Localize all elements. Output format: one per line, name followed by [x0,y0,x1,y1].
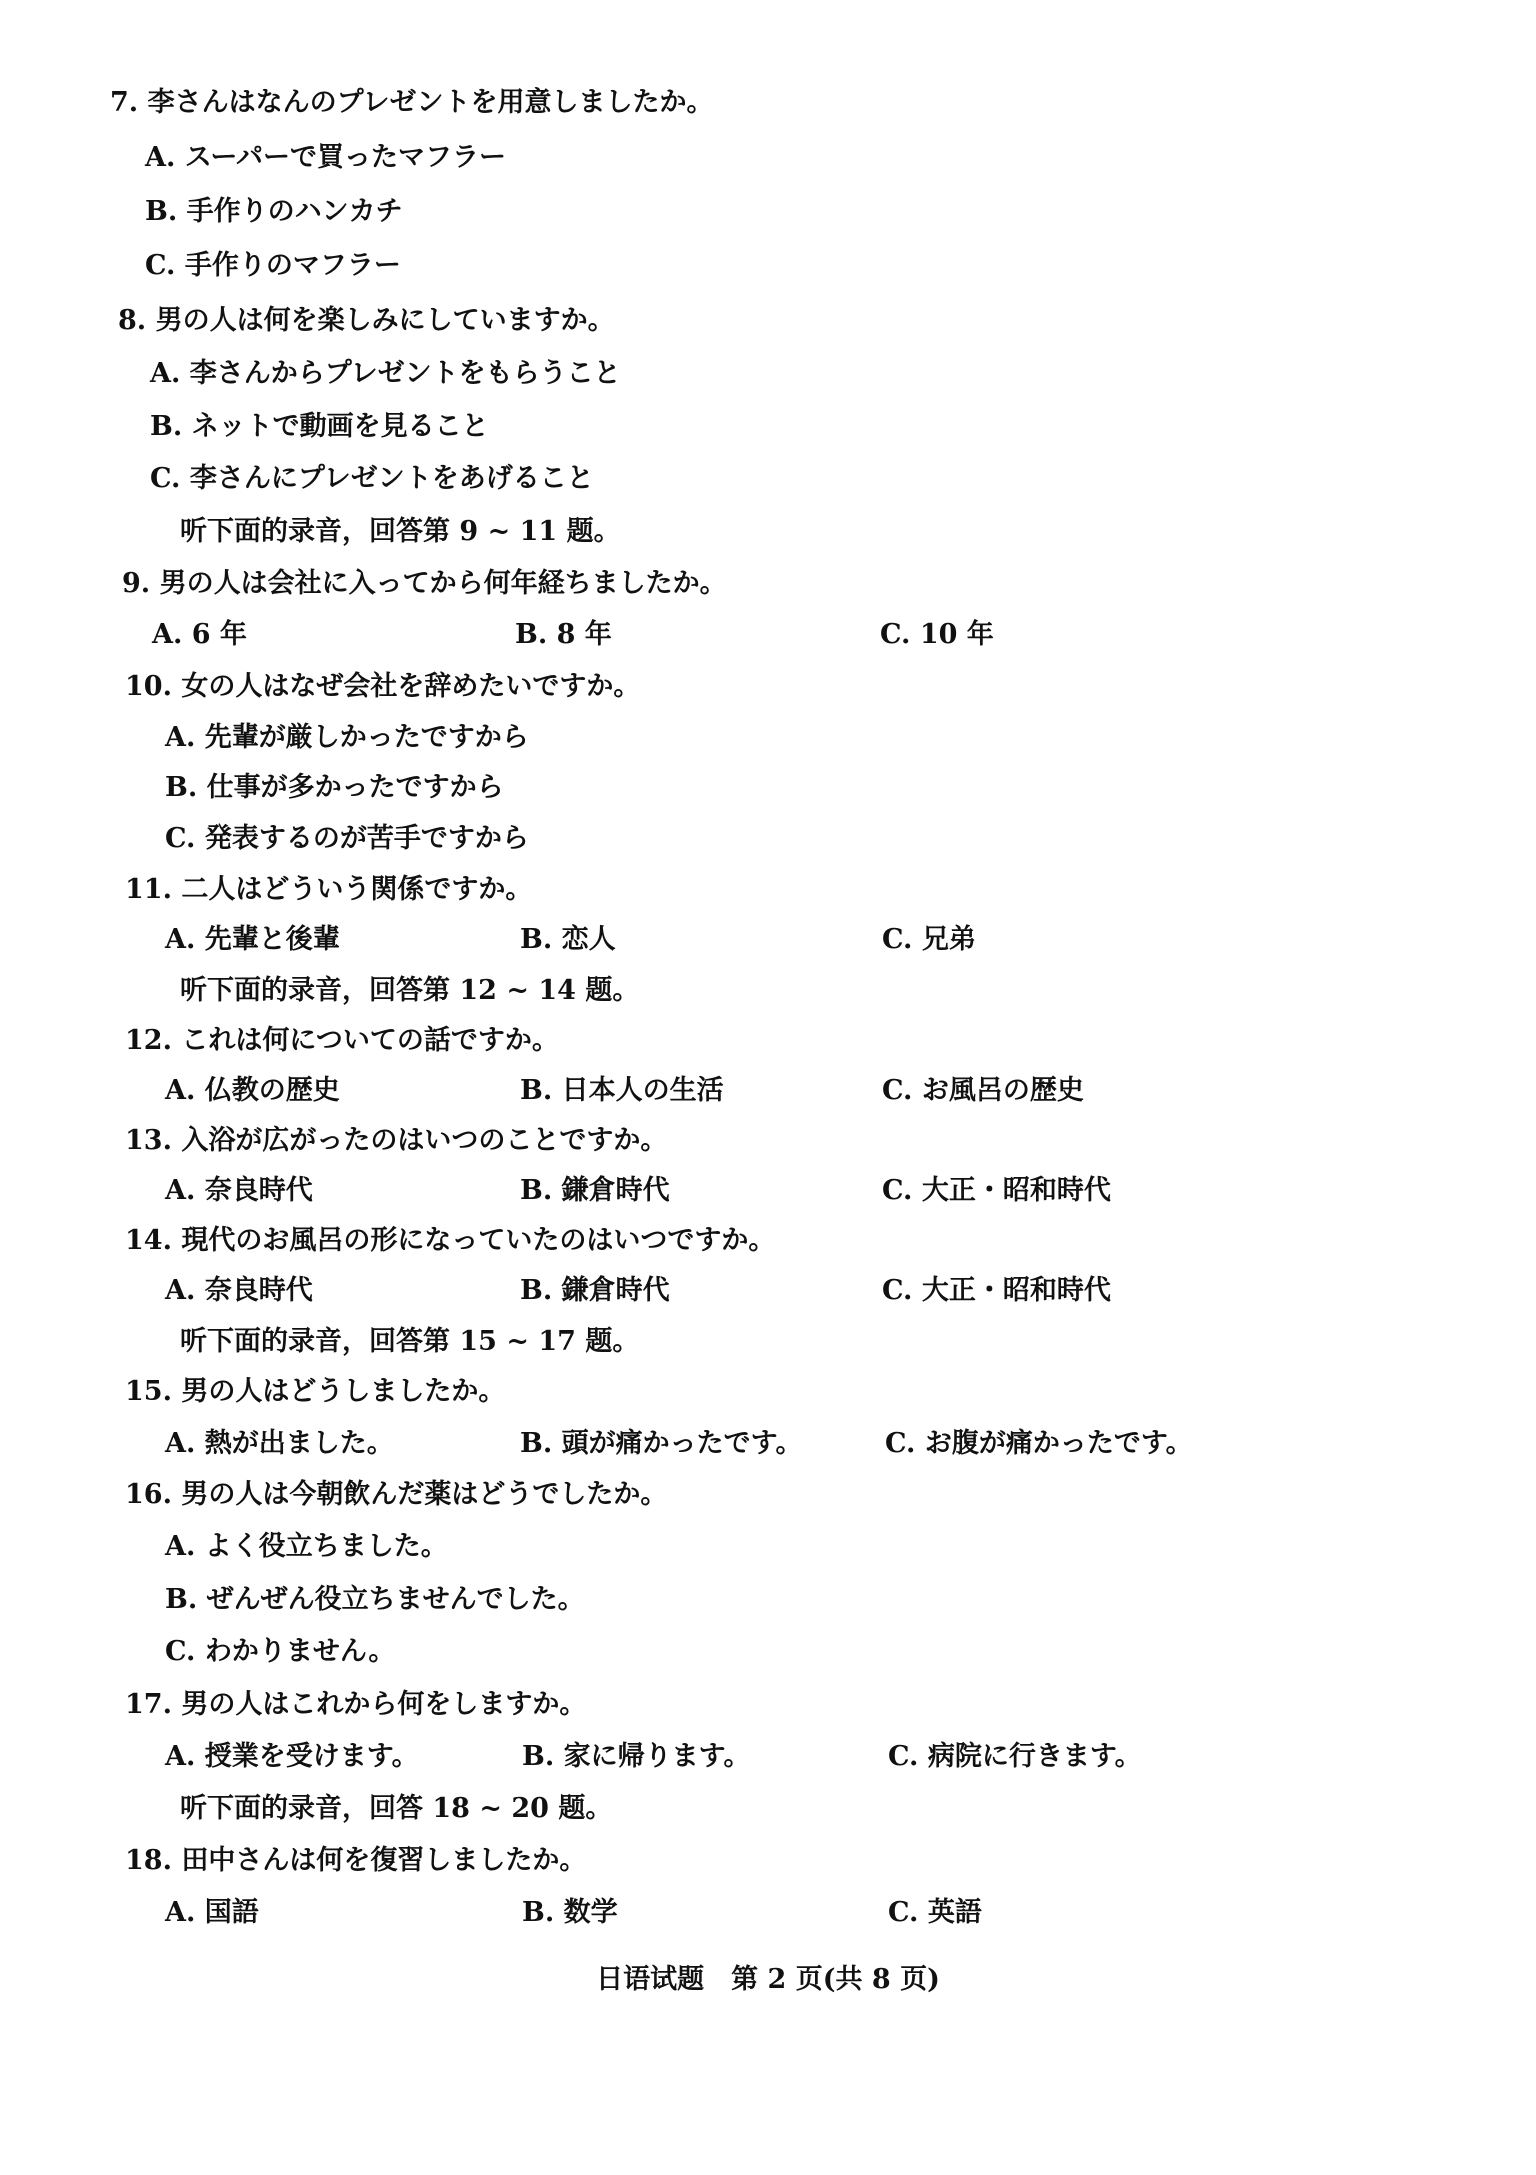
question-14-option-b: B. 鎌倉時代 [520,1275,670,1306]
question-11-option-c: C. 兄弟 [882,924,976,955]
question-11-option-a: A. 先輩と後輩 [165,924,340,955]
question-7-stem: 7. 李さんはなんのプレゼントを用意しましたか。 [110,87,714,118]
question-13-stem: 13. 入浴が広がったのはいつのことですか。 [125,1125,668,1156]
instruction-9-11: 听下面的录音，回答第 9 ~ 11 题。 [180,516,621,547]
question-14-option-c: C. 大正・昭和時代 [882,1275,1111,1306]
question-8-option-b: B. ネットで動画を見ること [150,411,489,442]
instruction-18-20: 听下面的录音，回答 18 ~ 20 题。 [180,1793,613,1824]
question-7-option-a: A. スーパーで買ったマフラー [145,142,507,173]
question-17-option-c: C. 病院に行きます。 [888,1741,1142,1772]
question-13-option-a: A. 奈良時代 [165,1175,313,1206]
question-14-stem: 14. 現代のお風呂の形になっていたのはいつですか。 [125,1225,776,1256]
question-9-option-b: B. 8 年 [515,619,612,650]
question-7-option-b: B. 手作りのハンカチ [145,196,403,227]
question-16-option-c: C. わかりません。 [165,1636,396,1667]
question-12-stem: 12. これは何についての話ですか。 [125,1025,559,1056]
question-10-option-a: A. 先輩が厳しかったですから [165,722,529,753]
question-14-option-a: A. 奈良時代 [165,1275,313,1306]
page-footer: 日语试题 第 2 页(共 8 页) [596,1964,940,1995]
question-18-option-a: A. 国語 [165,1897,259,1928]
question-13-option-c: C. 大正・昭和時代 [882,1175,1111,1206]
question-16-stem: 16. 男の人は今朝飲んだ薬はどうでしたか。 [125,1479,668,1510]
question-15-option-a: A. 熱が出ました。 [165,1428,394,1459]
question-12-option-b: B. 日本人の生活 [520,1075,724,1106]
question-7-option-c: C. 手作りのマフラー [145,250,401,281]
question-18-option-c: C. 英語 [888,1897,982,1928]
instruction-15-17: 听下面的录音，回答第 15 ~ 17 题。 [180,1326,640,1357]
question-15-option-c: C. お腹が痛かったです。 [885,1428,1193,1459]
question-13-option-b: B. 鎌倉時代 [520,1175,670,1206]
question-8-stem: 8. 男の人は何を楽しみにしていますか。 [118,305,615,336]
question-15-stem: 15. 男の人はどうしましたか。 [125,1376,506,1407]
question-12-option-c: C. お風呂の歴史 [882,1075,1084,1106]
question-8-option-a: A. 李さんからプレゼントをもらうこと [150,358,621,389]
question-11-stem: 11. 二人はどういう関係ですか。 [125,874,533,905]
question-8-option-c: C. 李さんにプレゼントをあげること [150,463,594,494]
question-10-option-b: B. 仕事が多かったですから [165,772,504,803]
question-9-stem: 9. 男の人は会社に入ってから何年経ちましたか。 [122,568,727,599]
question-17-stem: 17. 男の人はこれから何をしますか。 [125,1689,587,1720]
question-16-option-a: A. よく役立ちました。 [165,1531,448,1562]
question-9-option-a: A. 6 年 [152,619,247,650]
question-11-option-b: B. 恋人 [520,924,616,955]
question-18-stem: 18. 田中さんは何を復習しましたか。 [125,1845,587,1876]
question-10-stem: 10. 女の人はなぜ会社を辞めたいですか。 [125,671,641,702]
question-9-option-c: C. 10 年 [880,619,994,650]
question-12-option-a: A. 仏教の歴史 [165,1075,340,1106]
question-17-option-b: B. 家に帰ります。 [522,1741,751,1772]
question-18-option-b: B. 数学 [522,1897,618,1928]
question-16-option-b: B. ぜんぜん役立ちませんでした。 [165,1584,585,1615]
question-15-option-b: B. 頭が痛かったです。 [520,1428,803,1459]
question-10-option-c: C. 発表するのが苦手ですから [165,823,529,854]
question-17-option-a: A. 授業を受けます。 [165,1741,419,1772]
instruction-12-14: 听下面的录音，回答第 12 ~ 14 题。 [180,975,640,1006]
